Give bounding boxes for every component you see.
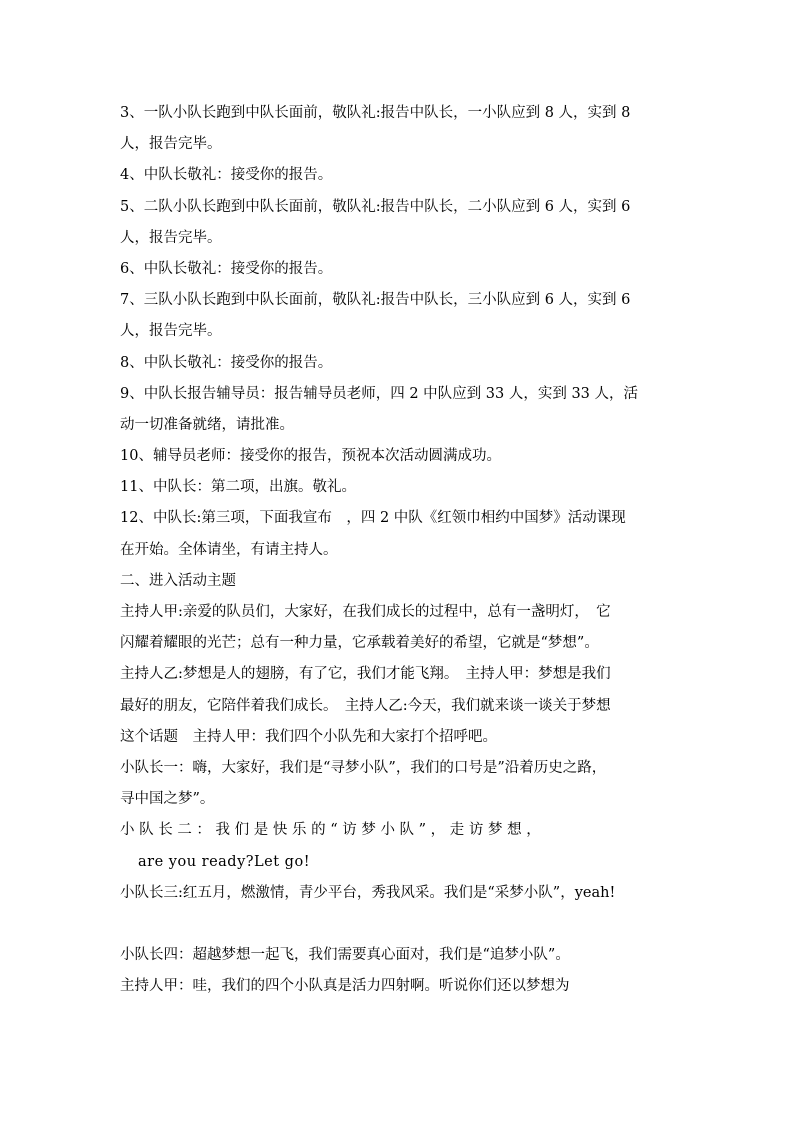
paragraph-line: 动一切准备就绪，请批准。 — [120, 416, 294, 433]
paragraph-line: 10、辅导员老师：接受你的报告，预祝本次活动圆满成功。 — [120, 448, 501, 465]
paragraph-line: 小队长一：嗨，大家好，我们是“寻梦小队”，我们的口号是”沿着历史之路， — [120, 759, 607, 776]
paragraph-line: 12、中队长:第三项，下面我宣布 ，四 2 中队《红领巾相约中国梦》活动课现 — [120, 510, 626, 527]
paragraph-line: 最好的朋友，它陪伴着我们成长。 主持人乙:今天，我们就来谈一谈关于梦想 — [120, 697, 611, 714]
paragraph-line: 7、三队小队长跑到中队长面前，敬队礼:报告中队长，三小队应到 6 人，实到 6 — [120, 292, 631, 309]
paragraph-line: 在开始。全体请坐，有请主持人。 — [120, 541, 338, 558]
paragraph-line: 5、二队小队长跑到中队长面前，敬队礼:报告中队长，二小队应到 6 人，实到 6 — [120, 198, 631, 215]
paragraph-line: 8、中队长敬礼：接受你的报告。 — [120, 354, 333, 371]
paragraph-line: 人，报告完毕。 — [120, 229, 222, 246]
paragraph-line: 主持人甲:亲爱的队员们，大家好，在我们成长的过程中，总有一盏明灯， 它 — [120, 604, 611, 620]
blank-line — [120, 909, 675, 940]
section-heading: 二、进入活动主题 — [120, 572, 236, 589]
paragraph-line: 小队长三:红五月，燃激情，青少平台，秀我风采。我们是“采梦小队”，yeah! — [120, 884, 616, 901]
paragraph-line: 寻中国之梦”。 — [120, 791, 215, 808]
document-body — [120, 98, 675, 1002]
paragraph-line: 4、中队长敬礼：接受你的报告。 — [120, 167, 333, 184]
paragraph-line: 小 队 长 二 ： 我 们 是 快 乐 的 “ 访 梦 小 队 ” ， 走 访 梦 想 ， — [120, 822, 541, 839]
paragraph-line: 主持人甲：哇，我们的四个小队真是活力四射啊。听说你们还以梦想为 — [120, 978, 570, 995]
paragraph-line: 9、中队长报告辅导员：报告辅导员老师，四 2 中队应到 33 人，实到 33 人，活 — [120, 385, 639, 402]
paragraph-line: 人，报告完毕。 — [120, 136, 222, 153]
paragraph-line: 6、中队长敬礼：接受你的报告。 — [120, 260, 333, 277]
paragraph-line: 11、中队长：第二项，出旗。敬礼。 — [120, 479, 356, 496]
paragraph-line: 人，报告完毕。 — [120, 323, 222, 340]
paragraph-line: 这个话题 主持人甲：我们四个小队先和大家打个招呼吧。 — [120, 728, 497, 745]
paragraph-line: 小队长四：超越梦想一起飞，我们需要真心面对，我们是“追梦小队”。 — [120, 947, 570, 964]
paragraph-line: 闪耀着耀眼的光芒；总有一种力量，它承载着美好的希望，它就是“梦想”。 — [120, 635, 599, 652]
paragraph-line: 3、一队小队长跑到中队长面前，敬队礼:报告中队长，一小队应到 8 人，实到 8 — [120, 105, 631, 121]
paragraph-line: are you ready?Let go! — [138, 853, 311, 870]
paragraph-line: 主持人乙:梦想是人的翅膀，有了它，我们才能飞翔。 主持人甲：梦想是我们 — [120, 666, 611, 683]
